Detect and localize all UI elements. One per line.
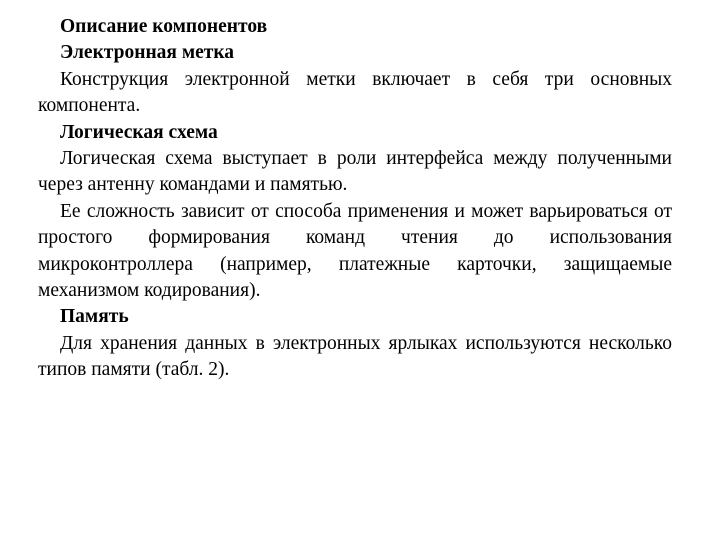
paragraph-logic-complexity: Ее сложность зависит от способа применения и может варьироваться от простого формирования команд чтения до использования микроконтроллера (например, платежные карточки, защищаемые механизмом кодирования). [38, 200, 672, 302]
subsection-title-memory: Память [60, 306, 129, 328]
subsection-title-electronic-tag: Электронная метка [60, 42, 235, 64]
paragraph-logic-interface: Логическая схема выступает в роли интерфейса между полученными через антенну командами и памятью. [38, 148, 672, 196]
paragraph-tag-construction: Конструкция электронной метки включает в себя три основных компонента. [38, 68, 672, 117]
section-title: Описание компонентов [60, 16, 268, 37]
paragraph-memory-types: Для хранения данных в электронных ярлыках используются несколько типов памяти (табл. 2). [38, 332, 672, 381]
subsection-title-logic-circuit: Логическая схема [60, 121, 218, 143]
document-body [38, 14, 672, 384]
